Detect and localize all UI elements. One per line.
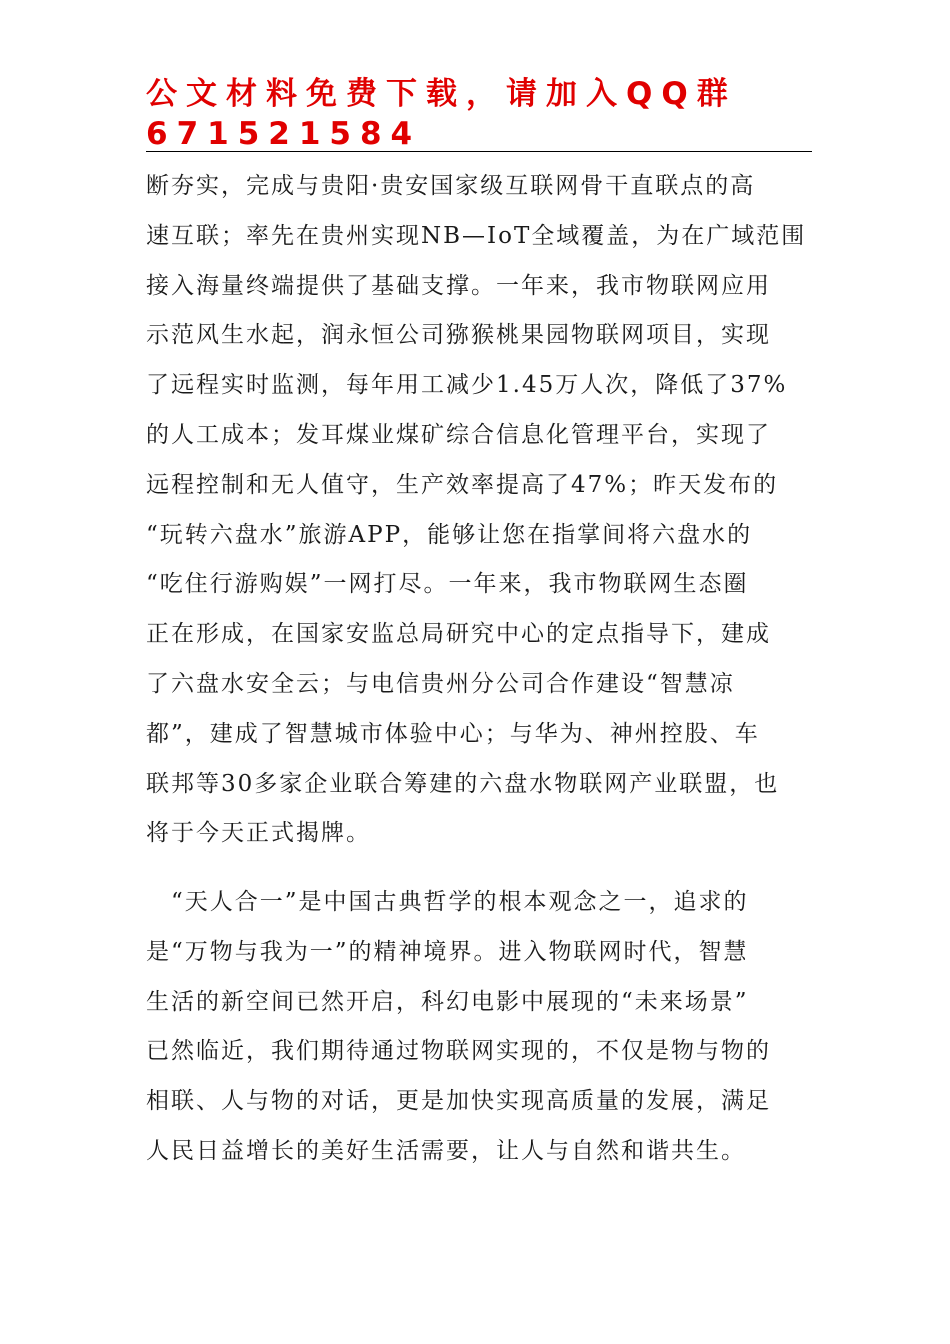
paragraph-line: 正在形成，在国家安监总局研究中心的定点指导下，建成 [146, 621, 771, 648]
paragraph-line: 人民日益增长的美好生活需要，让人与自然和谐共生。 [146, 1137, 746, 1164]
paragraph-line: 是“万物与我为一”的精神境界。进入物联网时代，智慧 [146, 938, 749, 965]
paragraph-line: 断夯实，完成与贵阳·贵安国家级互联网骨干直联点的高 [146, 173, 756, 199]
body-paragraph-2 [146, 878, 812, 1177]
body-paragraph-1 [146, 162, 812, 859]
paragraph-line: 接入海量终端提供了基础支撑。一年来，我市物联网应用 [146, 272, 771, 299]
paragraph-line: “吃住行游购娱”一网打尽。一年来，我市物联网生态圈 [146, 571, 749, 598]
paragraph-line: 了远程实时监测，每年用工减少1.45万人次，降低了37% [146, 372, 788, 399]
paragraph-line: 了六盘水安全云；与电信贵州分公司合作建设“智慧凉 [146, 670, 735, 697]
paragraph-line: 将于今天正式揭牌。 [146, 820, 371, 847]
paragraph-line: 速互联；率先在贵州实现NB—IoT全域覆盖，为在广域范围 [146, 222, 807, 249]
header-divider [146, 151, 812, 152]
paragraph-line: 生活的新空间已然开启，科幻电影中展现的“未来场景” [146, 988, 749, 1015]
paragraph-line: 远程控制和无人值守，生产效率提高了47%；昨天发布的 [146, 471, 779, 498]
header-line-2: 671521584 [146, 116, 422, 152]
paragraph-line: 已然临近，我们期待通过物联网实现的，不仅是物与物的 [146, 1038, 771, 1065]
header-line-1: 公文材料免费下载，请加入QQ群 [146, 76, 737, 112]
paragraph-line: 示范风生水起，润永恒公司猕猴桃果园物联网项目，实现 [146, 322, 771, 349]
paragraph-line: 相联、人与物的对话，更是加快实现高质量的发展，满足 [146, 1088, 771, 1115]
paragraph-line: “天人合一”是中国古典哲学的根本观念之一，追求的 [146, 889, 749, 915]
paragraph-line: 都”，建成了智慧城市体验中心；与华为、神州控股、车 [146, 720, 760, 747]
paragraph-line: 联邦等30多家企业联合筹建的六盘水物联网产业联盟，也 [146, 770, 780, 797]
paragraph-line: 的人工成本；发耳煤业煤矿综合信息化管理平台，实现了 [146, 421, 771, 448]
download-notice-header [146, 74, 814, 154]
paragraph-line: “玩转六盘水”旅游APP，能够让您在指掌间将六盘水的 [146, 521, 753, 548]
